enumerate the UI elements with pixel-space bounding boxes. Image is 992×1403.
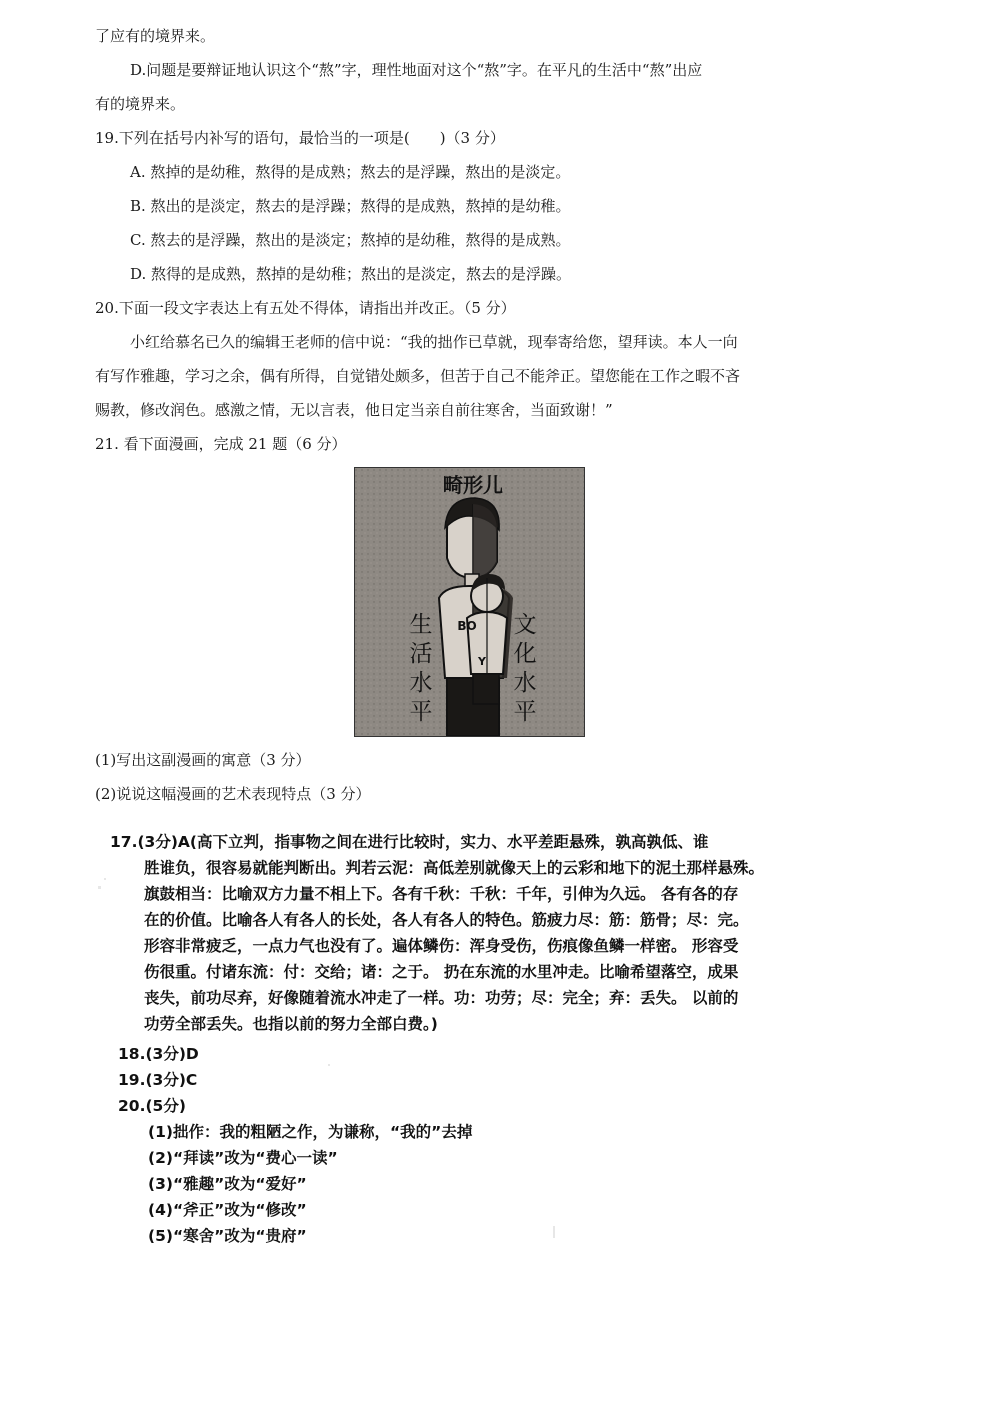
cartoon-left-label-char: 生 (409, 612, 433, 638)
cartoon-right-label-char: 水 (513, 670, 537, 696)
answer-key (98, 826, 778, 1256)
answer-20-item4: (4)“斧正”改为“修改” (148, 1201, 307, 1219)
answer-20-item5: (5)“寒舍”改为“贵府” (148, 1227, 307, 1245)
cartoon-shirt-letters-bottom: Y (478, 655, 486, 668)
cartoon-title: 畸形儿 (443, 473, 503, 497)
q21-subquestion-1: (1)写出这副漫画的寓意（3 分） (95, 751, 311, 769)
cartoon-drawing (355, 468, 584, 736)
q19-stem: 19.下列在括号内补写的语句，最恰当的一项是( )（3 分） (95, 129, 505, 147)
q20-passage-line3: 赐教，修改润色。感激之情，无以言表，他日定当亲自前往寒舍，当面致谢！” (95, 401, 613, 419)
answer-17-line5: 形容非常疲乏，一点力气也没有了。遍体鳞伤：浑身受伤，伤痕像鱼鳞一样密。 形容受 (144, 937, 739, 955)
answer-17-line4: 在的价值。比喻各人有各人的长处，各人有各人的特色。筋疲力尽：筋：筋骨；尽：完。 (144, 911, 749, 929)
q18-option-d-line1: D.问题是要辩证地认识这个“熬”字，理性地面对这个“熬”字。在平凡的生活中“熬”出应 (130, 61, 703, 79)
cartoon-image (354, 467, 585, 737)
q20-passage-line1: 小红给慕名已久的编辑王老师的信中说：“我的拙作已草就，现奉寄给您，望拜读。本人一向 (130, 333, 738, 351)
answer-17-line2: 胜谁负，很容易就能判断出。判若云泥：高低差别就像天上的云彩和地下的泥土那样悬殊。 (144, 859, 765, 877)
q21-subquestion-2: (2)说说这幅漫画的艺术表现特点（3 分） (95, 785, 371, 803)
answer-17-line6: 伤很重。付诸东流：付：交给；诸：之于。 扔在东流的水里冲走。比喻希望落空，成果 (144, 963, 739, 981)
cartoon-right-label-char: 文 (513, 612, 537, 638)
q21-stem: 21. 看下面漫画，完成 21 题（6 分） (95, 435, 347, 453)
cartoon-left-label-char: 水 (409, 670, 433, 696)
answer-20-item2: (2)“拜读”改为“费心一读” (148, 1149, 338, 1167)
cartoon-left-label-char: 活 (409, 641, 433, 667)
cartoon-right-label-char: 化 (513, 641, 537, 667)
answer-17-line1: 17.(3分)A(高下立判，指事物之间在进行比较时，实力、水平差距悬殊，孰高孰低、谁 (110, 833, 709, 851)
answer-20-item1: (1)拙作：我的粗陋之作，为谦称，“我的”去掉 (148, 1123, 473, 1141)
answer-19: 19.(3分)C (118, 1071, 198, 1089)
q20-passage-line2: 有写作雅趣，学习之余，偶有所得，自觉错处颇多，但苦于自己不能斧正。望您能在工作之暇不吝 (95, 367, 741, 385)
q19-option-b: B. 熬出的是淡定，熬去的是浮躁；熬得的是成熟，熬掉的是幼稚。 (130, 197, 571, 215)
cartoon-right-label-char: 平 (513, 699, 537, 725)
answer-17-line8: 功劳全部丢失。也指以前的努力全部白费。) (144, 1015, 438, 1033)
cartoon-shirt-letters-top: BO (457, 619, 477, 633)
q19-option-c: C. 熬去的是浮躁，熬出的是淡定；熬掉的是幼稚，熬得的是成熟。 (130, 231, 571, 249)
answer-18: 18.(3分)D (118, 1045, 199, 1063)
text-line-continuation: 了应有的境界来。 (95, 27, 216, 45)
q19-option-a: A. 熬掉的是幼稚，熬得的是成熟；熬去的是浮躁，熬出的是淡定。 (130, 163, 571, 181)
answer-20: 20.(5分) (118, 1097, 186, 1115)
answer-20-item3: (3)“雅趣”改为“爱好” (148, 1175, 307, 1193)
q18-option-d-line2: 有的境界来。 (95, 95, 186, 113)
cartoon-left-label-char: 平 (409, 699, 433, 725)
q20-stem: 20.下面一段文字表达上有五处不得体，请指出并改正。（5 分） (95, 299, 516, 317)
answer-17-line3: 旗鼓相当：比喻双方力量不相上下。各有千秋：千秋：千年，引伸为久远。 各有各的存 (144, 885, 739, 903)
answer-17-line7: 丧失，前功尽弃，好像随着流水冲走了一样。功：功劳；尽：完全；弃：丢失。 以前的 (144, 989, 739, 1007)
q19-option-d: D. 熬得的是成熟，熬掉的是幼稚；熬出的是淡定，熬去的是浮躁。 (130, 265, 572, 283)
